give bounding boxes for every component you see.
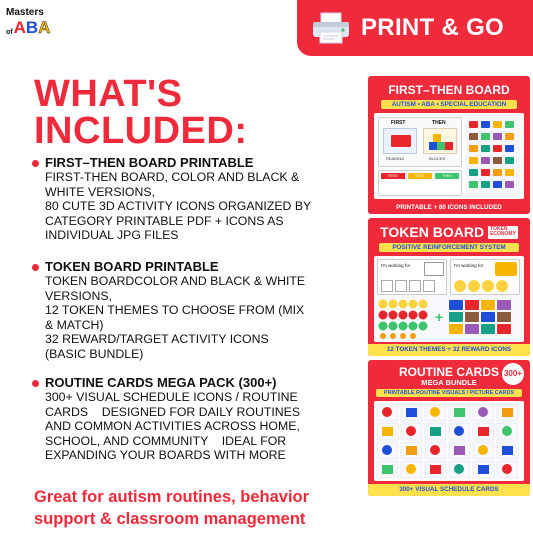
card-subtitle-bar: [376, 389, 522, 397]
footer-tagline: [34, 486, 364, 530]
footer-line-2: support & classroom management: [34, 510, 306, 528]
section-body: [45, 390, 362, 463]
logo-of: of: [6, 29, 13, 36]
card-subtitle: PRINTABLE ROUTINE VISUALS / PICTURE CARDS: [384, 390, 514, 396]
reading-label: READING: [386, 156, 405, 161]
card-title-line-1: ROUTINE CARDS: [398, 365, 499, 379]
working-for-label-2: I'm working for: [454, 263, 484, 268]
card-footer: 12 TOKEN THEMES + 32 REWARD ICONS: [368, 344, 530, 356]
logo-aba-row: [6, 19, 76, 36]
bullet-icon: [32, 160, 39, 167]
section-title: ROUTINE CARDS MEGA PACK (300+): [45, 375, 277, 390]
logo-masters: Masters: [6, 7, 44, 18]
first-label: FIRST: [391, 120, 406, 126]
token-slots: [381, 280, 435, 292]
section-title-row: [32, 156, 362, 170]
section-line: SCHOOL, AND COMMUNITY IDEAL FOR: [45, 433, 287, 448]
card-title-line-2: MEGA BUNDLE: [421, 378, 477, 387]
blocks-label: BLOCKS: [429, 156, 446, 161]
logo-aba-b: B: [25, 18, 39, 37]
routine-icons-grid: [374, 401, 524, 481]
section-routine-cards: [32, 376, 362, 463]
card-subtitle-bar: [379, 243, 519, 252]
token-board-preview-2: [450, 259, 520, 295]
then-label: THEN: [432, 120, 446, 126]
logo-aba-a2: A: [38, 18, 51, 37]
first-then-board-preview: [378, 117, 462, 167]
activity-icons-preview: [466, 117, 520, 196]
card-title: TOKEN BOARD: [380, 224, 485, 240]
logo-aba-text: A: [13, 18, 26, 37]
svg-text:+: +: [435, 309, 444, 325]
card-title: FIRST–THEN BOARD: [388, 83, 510, 97]
section-title-row: [32, 260, 362, 274]
section-line: 12 TOKEN THEMES TO CHOOSE FROM (MIX: [45, 303, 305, 318]
section-line: EXPANDING YOUR BOARDS WITH MORE: [45, 448, 286, 463]
section-line: FIRST-THEN BOARD, COLOR AND BLACK &: [45, 170, 300, 184]
page-heading: [34, 73, 248, 152]
print-and-go-banner: [297, 0, 533, 56]
section-line: 32 REWARD/TARGET ACTIVITY ICONS: [45, 332, 269, 347]
card-preview: [374, 401, 524, 481]
section-line: (BASIC BUNDLE): [45, 346, 144, 361]
tag-line-1: TOKEN: [490, 225, 508, 232]
blocks-icon: [423, 128, 457, 154]
section-title-row: [32, 376, 362, 390]
working-for-label-1: I'm working for: [381, 263, 411, 268]
card-preview: [374, 256, 524, 342]
token-economy-tag: [488, 226, 518, 239]
heading-line-1: WHAT'S: [34, 73, 183, 115]
routine-cards-product-card: [368, 360, 530, 496]
section-body: [45, 274, 362, 362]
card-subtitle: POSITIVE REINFORCEMENT SYSTEM: [392, 244, 506, 251]
section-title: TOKEN BOARD PRINTABLE: [45, 259, 219, 274]
section-body: [45, 170, 362, 243]
section-line: TOKEN BOARDCOLOR AND BLACK & WHITE: [45, 274, 306, 288]
bullet-icon: [32, 380, 39, 387]
section-line: & MATCH): [45, 317, 104, 332]
token-stars: [454, 280, 508, 292]
bullet-icon: [32, 264, 39, 271]
card-footer: 300+ VISUAL SCHEDULE CARDS: [368, 484, 530, 496]
card-subtitle: AUTISM • ABA • SPECIAL EDUCATION: [391, 101, 507, 108]
token-board-product-card: [368, 218, 530, 356]
card-footer: PRINTABLE + 80 ICONS INCLUDED: [368, 201, 530, 214]
section-line: AND COMMON ACTIVITIES ACROSS HOME,: [45, 419, 300, 434]
section-first-then: [32, 156, 362, 243]
section-line: CARDS DESIGNED FOR DAILY ROUTINES: [45, 404, 301, 419]
then-small: THEN: [435, 173, 459, 179]
section-line: INDIVIDUAL JPG FILES: [45, 228, 179, 243]
first-next-then-preview: [378, 170, 462, 196]
card-subtitle-bar: [381, 100, 517, 109]
section-line: 80 CUTE 3D ACTIVITY ICONS ORGANIZED BY: [45, 199, 312, 214]
next-small: NEXT: [408, 173, 432, 179]
reward-box: [424, 262, 444, 276]
banner-title: PRINT & GO: [361, 14, 505, 41]
heading-line-2: INCLUDED:: [34, 110, 248, 152]
section-line: WHITE VERSIONS,: [45, 184, 155, 199]
footer-line-1: Great for autism routines, behavior: [34, 488, 310, 506]
section-line: 300+ VISUAL SCHEDULE ICONS / ROUTINE: [45, 390, 298, 404]
brand-logo: [6, 8, 76, 36]
section-line: CATEGORY PRINTABLE PDF + ICONS AS: [45, 213, 284, 228]
count-badge: 300+: [502, 363, 524, 385]
token-board-preview-1: [377, 259, 447, 295]
first-small: FIRST: [381, 173, 405, 179]
card-title-row: [368, 224, 530, 240]
tag-line-2: ECONOMY: [490, 231, 516, 237]
first-then-product-card: [368, 76, 530, 214]
card-preview: [374, 113, 524, 199]
reward-icon: [495, 262, 517, 276]
section-token-board: [32, 260, 362, 362]
token-themes-preview: [377, 298, 520, 339]
section-title: FIRST–THEN BOARD PRINTABLE: [45, 155, 254, 170]
reading-icon: [383, 128, 417, 154]
printer-icon: [311, 11, 351, 45]
section-line: VERSIONS,: [45, 288, 112, 303]
